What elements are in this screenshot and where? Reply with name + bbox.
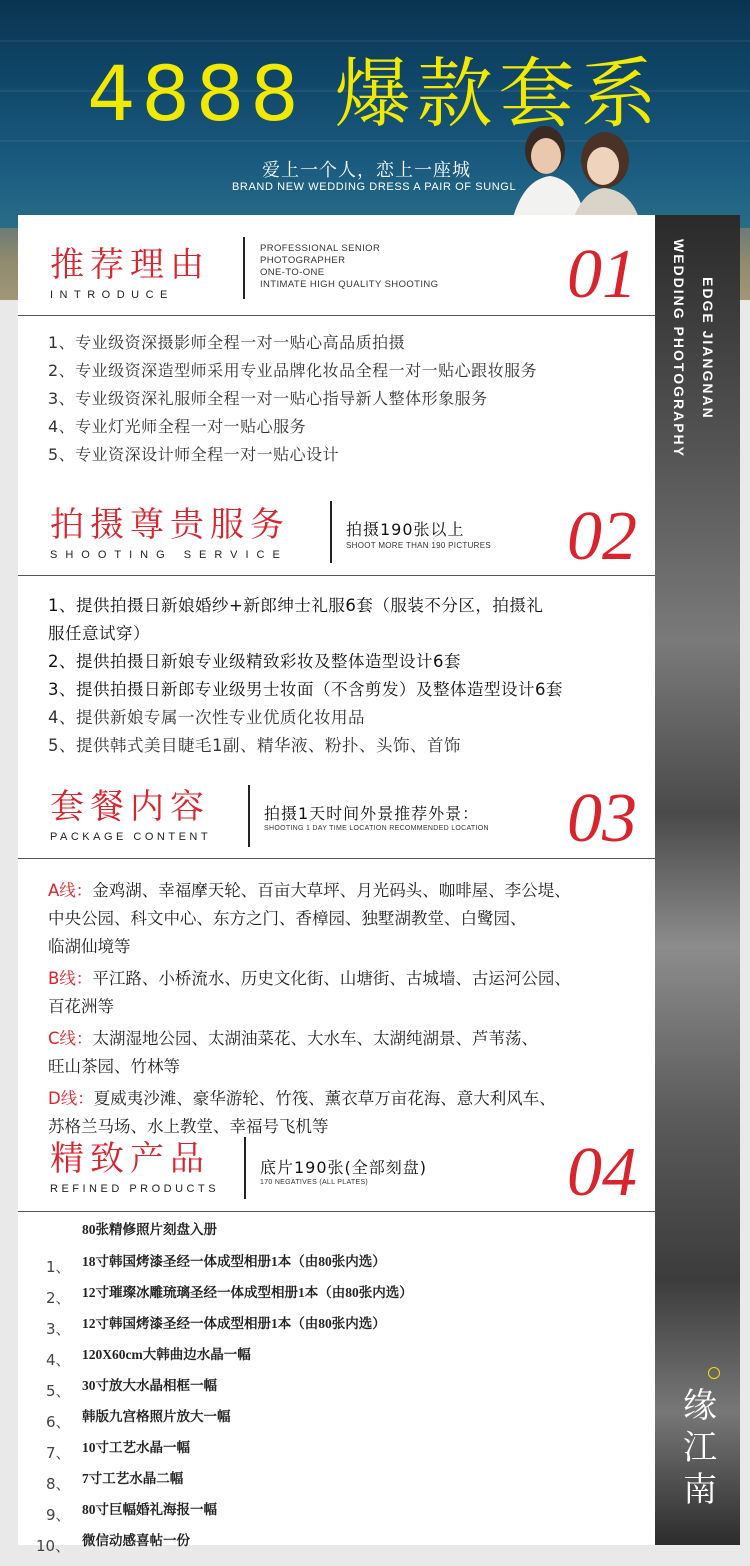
divider xyxy=(18,1211,655,1212)
intro-list xyxy=(48,329,648,469)
section-note: 拍摄1天时间外景推荐外景： xyxy=(264,804,480,823)
item-text: 18寸韩国烤漆圣经一体成型相册1本（由80张内选） xyxy=(82,1254,386,1269)
brand-cn-char: 南 xyxy=(683,1470,717,1510)
divider xyxy=(18,858,655,859)
list-item: 服任意试穿） xyxy=(48,624,150,643)
route-line xyxy=(48,1025,638,1053)
product-item xyxy=(46,1436,606,1466)
divider xyxy=(18,315,655,316)
list-item: 5、专业资深设计师全程一对一贴心设计 xyxy=(48,445,340,464)
item-text: 12寸韩国烤漆圣经一体成型相册1本（由80张内选） xyxy=(82,1316,386,1331)
product-item xyxy=(46,1250,606,1280)
section-note: 拍摄190张以上 xyxy=(346,520,465,539)
item-text: 韩版九宫格照片放大一幅 xyxy=(82,1409,231,1424)
item-text: 微信动感喜帖一份 xyxy=(82,1533,190,1548)
route-text: 临湖仙境等 xyxy=(48,937,131,956)
list-item: 1、提供拍摄日新娘婚纱+新郎绅士礼服6套（服装不分区，拍摄礼 xyxy=(48,596,544,615)
divider xyxy=(248,785,250,847)
item-text: 30寸放大水晶相框一幅 xyxy=(82,1378,217,1393)
list-item: 1、专业级资深摄影师全程一对一贴心高品质拍摄 xyxy=(48,333,406,352)
route-line xyxy=(48,1085,638,1113)
section-number: 03 xyxy=(567,780,637,857)
divider xyxy=(244,1137,246,1199)
item-text: 10寸工艺水晶一幅 xyxy=(82,1440,190,1455)
section-header-package xyxy=(18,780,655,857)
item-text: 7寸工艺水晶二幅 xyxy=(82,1471,184,1486)
note-line: ONE-TO-ONE xyxy=(260,267,325,278)
section-subtitle: INTRODUCE xyxy=(50,289,174,301)
route-line xyxy=(48,993,638,1021)
brand-cn-char: 江 xyxy=(683,1428,717,1468)
route-label: B线： xyxy=(48,969,93,988)
item-number: 8、 xyxy=(46,1475,71,1493)
list-item: 3、提供拍摄日新郎专业级男士妆面（不含剪发）及整体造型设计6套 xyxy=(48,680,563,699)
route-line xyxy=(48,965,638,993)
section-header-service xyxy=(18,498,655,575)
brand-en-line1: EDGE JIANGNAN xyxy=(700,277,716,420)
route-line xyxy=(48,1053,638,1081)
section-title: 拍摄尊贵服务 xyxy=(50,505,290,545)
list-item: 2、提供拍摄日新娘专业级精致彩妆及整体造型设计6套 xyxy=(48,652,461,671)
item-number: 7、 xyxy=(46,1444,71,1462)
item-text: 120X60cm大韩曲边水晶一幅 xyxy=(82,1347,251,1362)
sea-wave xyxy=(0,40,750,42)
product-item xyxy=(46,1281,606,1311)
section-note-en: SHOOTING 1 DAY TIME LOCATION RECOMMENDED LOCATION xyxy=(264,825,489,832)
content-card xyxy=(18,215,655,1555)
product-item xyxy=(46,1374,606,1404)
route-text: 平江路、小桥流水、历史文化街、山塘街、古城墙、古运河公园、 xyxy=(92,969,571,988)
route-text: 夏威夷沙滩、豪华游轮、竹筏、薰衣草万亩花海、意大利风车、 xyxy=(93,1089,556,1108)
hero-subtitle-en: BRAND NEW WEDDING DRESS A PAIR OF SUNGL xyxy=(232,181,517,193)
route-list xyxy=(48,877,638,1141)
divider xyxy=(243,237,245,299)
product-list xyxy=(36,1218,606,1555)
route-label: C线： xyxy=(48,1029,93,1048)
route-line xyxy=(48,905,638,933)
item-text: 80寸巨幅婚礼海报一幅 xyxy=(82,1502,217,1517)
product-item xyxy=(46,1343,606,1373)
product-item xyxy=(46,1467,606,1497)
route-text: 百花洲等 xyxy=(48,997,114,1016)
route-line xyxy=(48,877,638,905)
route-label: A线： xyxy=(48,881,93,900)
brand-vertical-text xyxy=(655,239,740,499)
list-item: 4、提供新娘专属一次性专业优质化妆用品 xyxy=(48,708,365,727)
product-item xyxy=(46,1498,606,1528)
section-number: 01 xyxy=(567,236,637,313)
route-text: 中央公园、科文中心、东方之门、香樟园、独墅湖教堂、白鹭园、 xyxy=(48,909,527,928)
brand-en-line2: WEDDING PHOTOGRAPHY xyxy=(671,239,687,458)
brand-cn-char: 缘 xyxy=(683,1386,717,1426)
item-number: 10、 xyxy=(36,1537,71,1555)
hero-subtitle: 爱上一个人，恋上一座城 xyxy=(262,160,471,181)
note-line: PHOTOGRAPHER xyxy=(260,255,346,266)
route-line xyxy=(48,933,638,961)
side-strip xyxy=(655,215,740,1545)
section-note-en: 170 NEGATIVES (ALL PLATES) xyxy=(260,1179,369,1186)
section-title: 精致产品 xyxy=(50,1139,210,1179)
section-subtitle: REFINED PRODUCTS xyxy=(50,1183,220,1195)
item-number: 1、 xyxy=(46,1258,71,1276)
route-text: 太湖湿地公园、太湖油菜花、大水车、太湖纯湖景、芦苇荡、 xyxy=(92,1029,539,1048)
brand-cn xyxy=(675,1385,725,1511)
route-text: 金鸡湖、幸福摩天轮、百亩大草坪、月光码头、咖啡屋、李公堤、 xyxy=(92,881,571,900)
product-intro: 80张精修照片刻盘入册 xyxy=(82,1222,217,1237)
circle-dot-icon xyxy=(708,1367,720,1379)
section-note: 底片190张(全部刻盘) xyxy=(260,1158,428,1177)
list-item: 3、专业级资深礼服师全程一对一贴心指导新人整体形象服务 xyxy=(48,389,488,408)
item-number: 3、 xyxy=(46,1320,71,1338)
item-number: 4、 xyxy=(46,1351,71,1369)
section-subtitle: PACKAGE CONTENT xyxy=(50,831,212,843)
note-line: INTIMATE HIGH QUALITY SHOOTING xyxy=(260,279,439,290)
service-list xyxy=(48,592,638,760)
item-number: 9、 xyxy=(46,1506,71,1524)
product-item xyxy=(46,1405,606,1435)
section-note xyxy=(260,243,438,291)
item-number: 2、 xyxy=(46,1289,71,1307)
product-item xyxy=(46,1312,606,1342)
note-line: PROFESSIONAL SENIOR xyxy=(260,243,381,254)
section-number: 02 xyxy=(567,498,637,575)
section-header-products xyxy=(18,1134,655,1211)
item-text: 12寸璀璨冰雕琉璃圣经一体成型相册1本（由80张内选） xyxy=(82,1285,413,1300)
section-number: 04 xyxy=(567,1134,637,1211)
hero-title: 4888 爆款套系 xyxy=(87,49,663,138)
route-label: D线： xyxy=(48,1089,94,1108)
list-item: 4、专业灯光师全程一对一贴心服务 xyxy=(48,417,307,436)
divider xyxy=(18,575,655,576)
item-number: 6、 xyxy=(46,1413,71,1431)
product-item xyxy=(36,1529,606,1559)
section-subtitle: SHOOTING SERVICE xyxy=(50,549,288,561)
list-item: 2、专业级资深造型师采用专业品牌化妆品全程一对一贴心跟妆服务 xyxy=(48,361,538,380)
route-text: 苏格兰马场、水上教堂、幸福号飞机等 xyxy=(48,1117,329,1136)
divider xyxy=(330,501,332,563)
route-text: 旺山茶园、竹林等 xyxy=(48,1057,180,1076)
section-note-en: SHOOT MORE THAN 190 PICTURES xyxy=(346,541,492,550)
section-title: 推荐理由 xyxy=(50,245,210,285)
item-number: 5、 xyxy=(46,1382,71,1400)
section-header-intro xyxy=(18,236,655,313)
section-title: 套餐内容 xyxy=(50,787,210,827)
list-item: 5、提供韩式美目睫毛1副、精华液、粉扑、头饰、首饰 xyxy=(48,736,461,755)
